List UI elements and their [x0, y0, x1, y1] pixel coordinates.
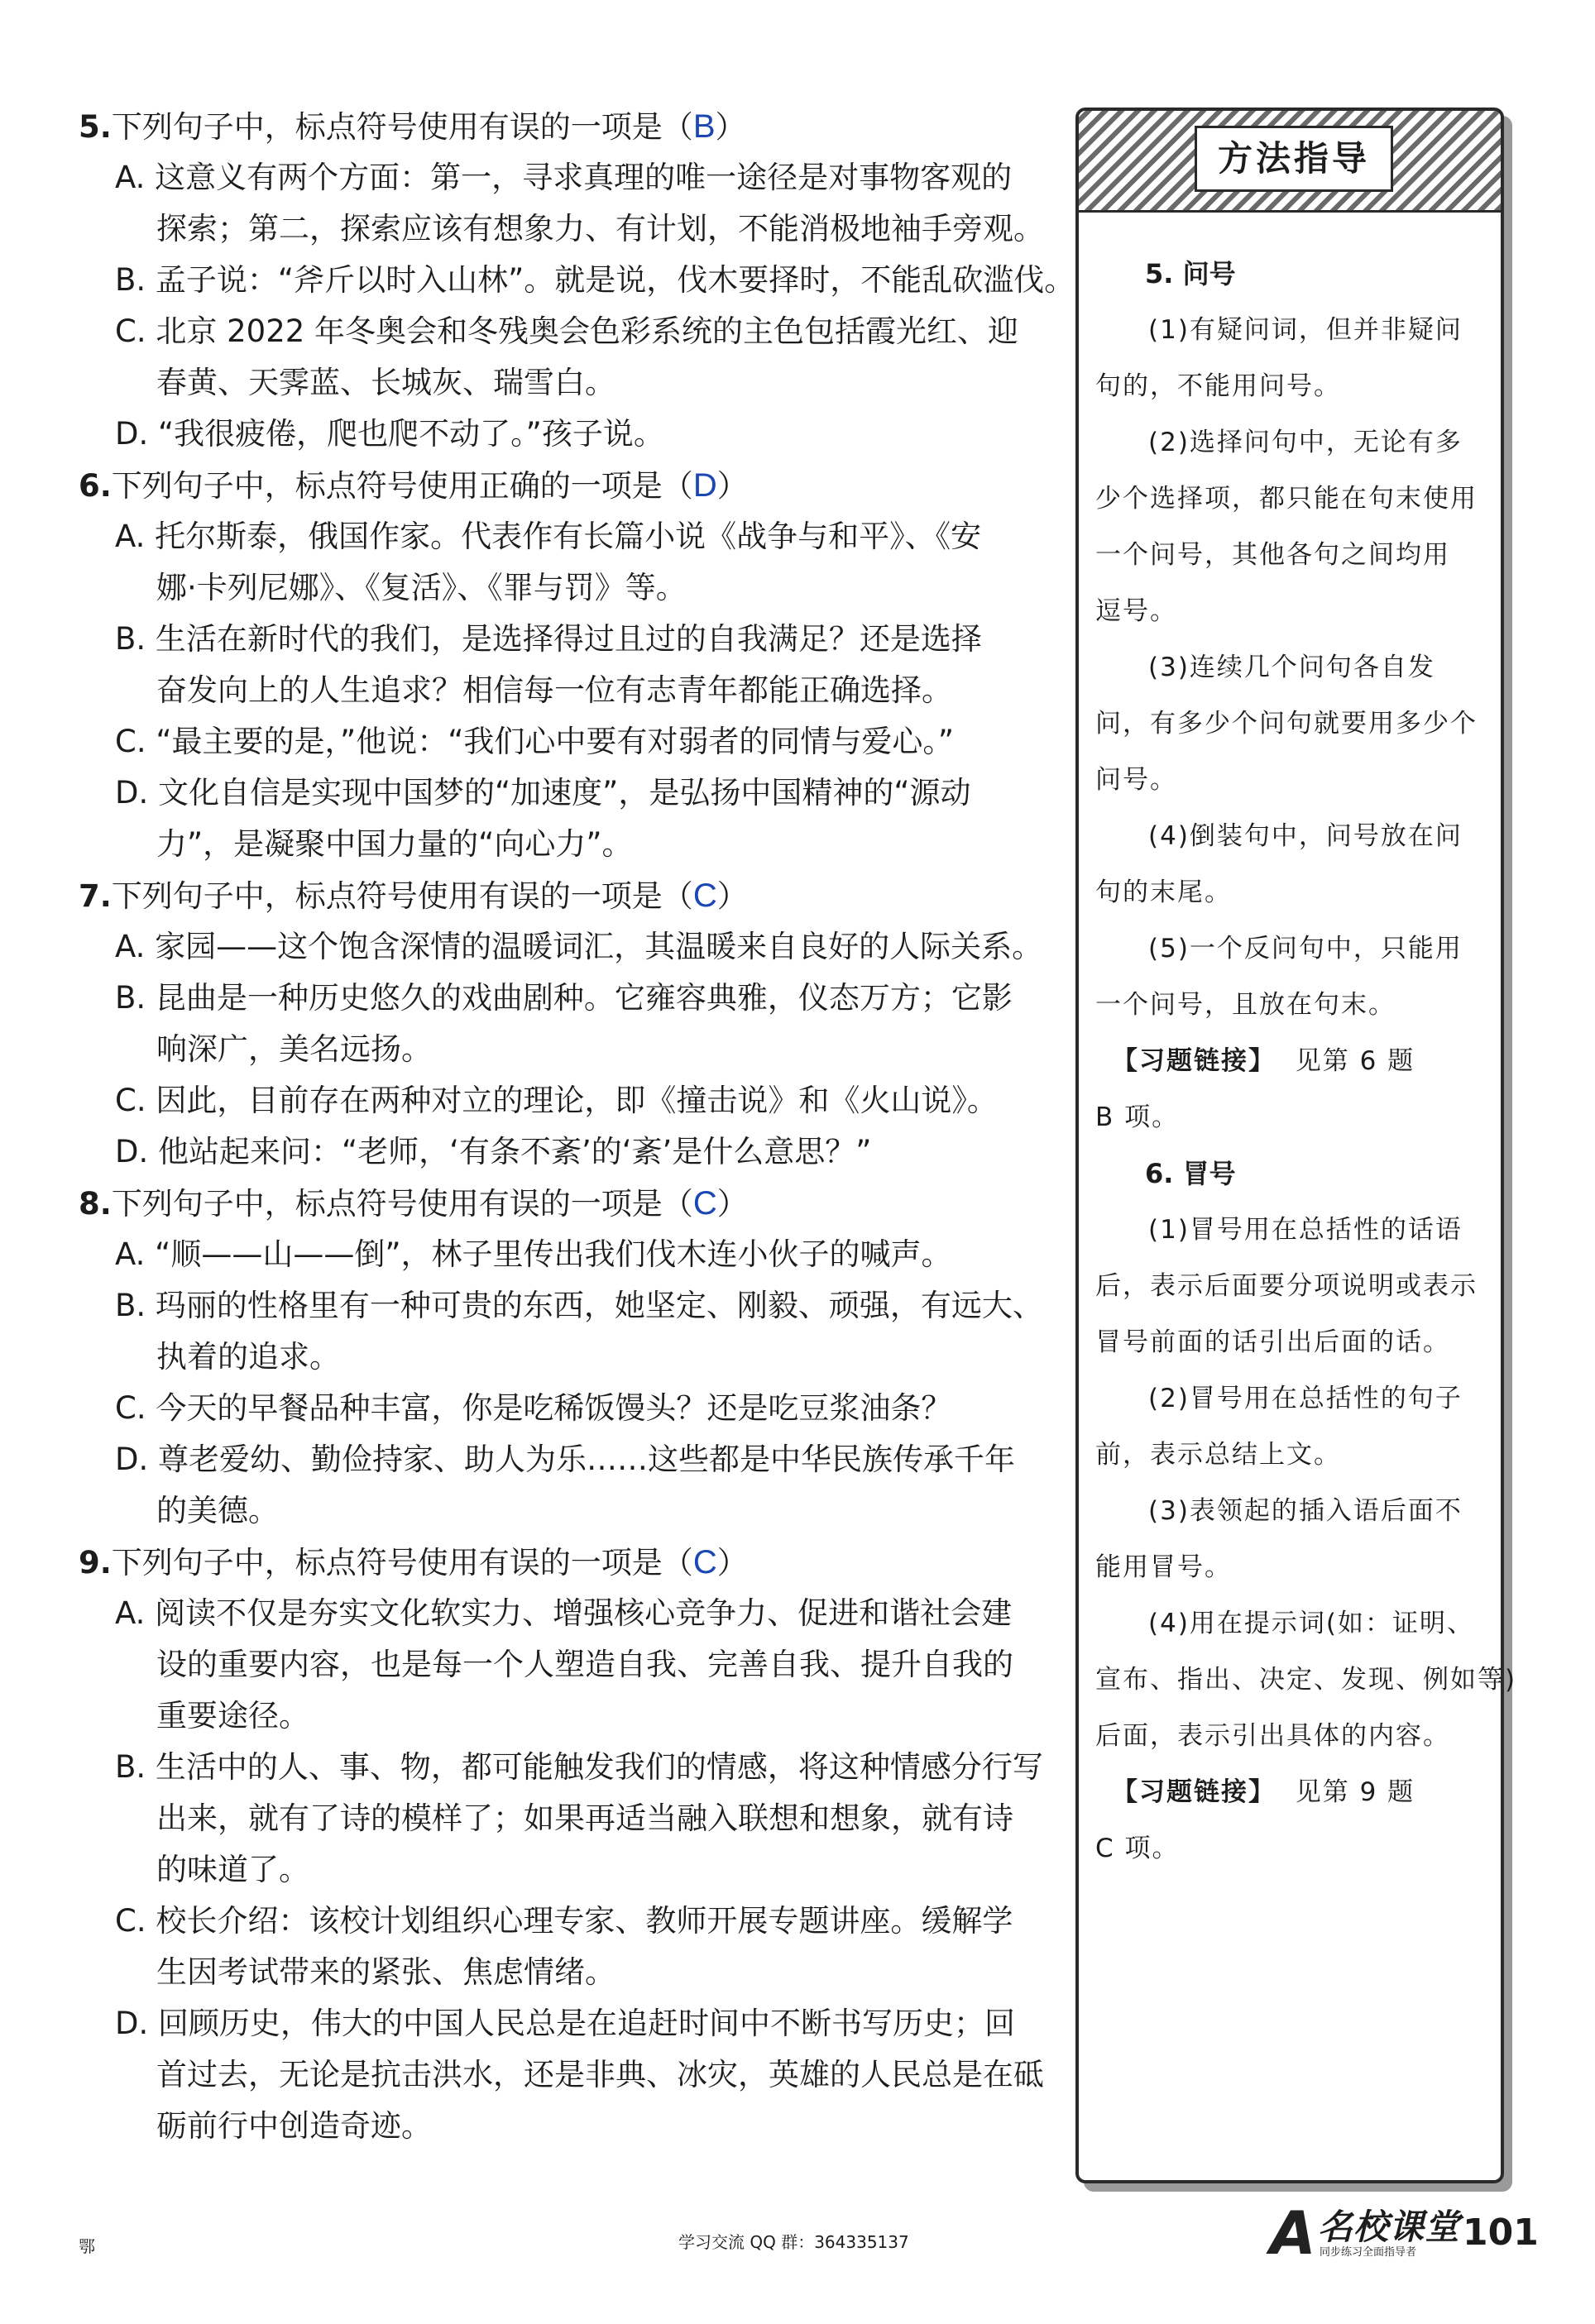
option-line: 的味道了。 [156, 1852, 309, 1887]
exercise-link-continuation: C 项。 [1095, 1834, 1180, 1863]
question-number: 5. [79, 109, 112, 145]
question-text: 下列句子中，标点符号使用有误的一项是（ [111, 1186, 693, 1222]
option-line: B. 孟子说：“斧斤以时入山林”。就是说，伐木要择时，不能乱砍滥伐。 [115, 262, 1075, 298]
option [79, 152, 1059, 255]
option-line: 的美德。 [156, 1493, 279, 1528]
sidebar-title: 方法指导 [1195, 126, 1393, 192]
option-line: A. “顺——山——倒”，林子里传出我们伐木连小伙子的喊声。 [115, 1236, 952, 1272]
question-stem [79, 460, 1059, 511]
exercise-link-text: 见第 9 题 [1295, 1777, 1415, 1807]
option-line: D. 尊老爱幼、勤俭持家、助人为乐……这些都是中华民族传承千年 [115, 1442, 1016, 1477]
question-column [79, 101, 1075, 2152]
option-line: B. 生活在新时代的我们，是选择得过且过的自我满足？还是选择 [115, 621, 982, 657]
question-stem [79, 101, 1059, 152]
option-line: A. 阅读不仅是夯实文化软实力、增强核心竞争力、促进和谐社会建 [115, 1595, 1013, 1631]
exercise-link-label: 【习题链接】 [1112, 1777, 1276, 1807]
option-line: C. 校长介绍：该校计划组织心理专家、教师开展专题讲座。缓解学 [115, 1903, 1013, 1939]
option [79, 973, 1059, 1075]
question-stem [79, 1178, 1059, 1229]
option-line: C. “最主要的是，”他说：“我们心中要有对弱者的同情与爱心。” [115, 724, 955, 759]
option-line: 探索；第二，探索应该有想象力、有计划，不能消极地袖手旁观。 [156, 211, 1044, 246]
question-text: 下列句子中，标点符号使用正确的一项是（ [111, 468, 693, 504]
question-stem [79, 1537, 1059, 1588]
exercise-link-label: 【习题链接】 [1112, 1046, 1276, 1076]
question-text-end: ） [715, 109, 746, 145]
question [79, 1178, 1059, 1537]
option [79, 1229, 1059, 1280]
answer-letter: C [692, 1544, 717, 1580]
guide-line: (2)选择问句中，无论有多 [1148, 428, 1463, 457]
answer-letter: D [692, 467, 717, 504]
sidebar-body [1079, 213, 1517, 1877]
guide-line: 逗号。 [1095, 596, 1177, 626]
guide-line: 前，表示总结上文。 [1095, 1440, 1341, 1470]
option-line: 春黄、天霁蓝、长城灰、瑞雪白。 [156, 365, 615, 400]
option-line: 娜·卡列尼娜》、《复活》、《罪与罚》等。 [156, 570, 687, 605]
answer-letter: C [692, 877, 717, 914]
option-line: 设的重要内容，也是每一个人塑造自我、完善自我、提升自我的 [156, 1647, 1013, 1682]
question-number: 6. [79, 468, 112, 504]
question-text: 下列句子中，标点符号使用有误的一项是（ [111, 878, 693, 914]
region-mark: 鄂 [79, 2236, 95, 2256]
option-line: 奋发向上的人生追求？相信每一位有志青年都能正确选择。 [156, 672, 952, 708]
guide-line: 后，表示后面要分项说明或表示 [1095, 1271, 1478, 1301]
option [79, 716, 1059, 767]
question-number: 8. [79, 1186, 112, 1222]
question-stem [79, 870, 1059, 921]
publisher-logo [1270, 2200, 1460, 2266]
logo-subtitle: 同步练习全面指导者 [1320, 2246, 1417, 2259]
question [79, 101, 1075, 460]
option [79, 1383, 1059, 1434]
answer-letter: C [692, 1185, 717, 1222]
question [79, 460, 1059, 870]
option-line: C. 因此，目前存在两种对立的理论，即《撞击说》和《火山说》。 [115, 1083, 998, 1118]
option [79, 614, 1059, 716]
option-line: C. 今天的早餐品种丰富，你是吃稀饭馒头？还是吃豆浆油条？ [115, 1390, 952, 1426]
option-line: B. 生活中的人、事、物，都可能触发我们的情感，将这种情感分行写 [115, 1749, 1043, 1785]
option [79, 306, 1059, 409]
question-text-end: ） [716, 878, 748, 914]
option-line: 出来，就有了诗的模样了；如果再适当融入联想和想象，就有诗 [156, 1800, 1013, 1836]
option-line: D. 他站起来问：“老师，‘有条不紊’的‘紊’是什么意思？” [115, 1134, 872, 1169]
answer-letter: B [692, 108, 716, 145]
option [79, 767, 1059, 870]
option-line: 砺前行中创造奇迹。 [156, 2108, 432, 2144]
option-line: C. 北京 2022 年冬奥会和冬残奥会色彩系统的主色包括霞光红、迎 [115, 313, 1019, 349]
option-line: A. 托尔斯泰，俄国作家。代表作有长篇小说《战争与和平》、《安 [115, 519, 982, 554]
question-text: 下列句子中，标点符号使用有误的一项是（ [111, 1545, 693, 1580]
guide-line: (1)有疑问词，但并非疑问 [1148, 315, 1463, 345]
option-line: D. “我很疲倦，爬也爬不动了。”孩子说。 [115, 416, 664, 452]
guide-line: (3)连续几个问句各自发 [1148, 653, 1435, 682]
option-line: D. 文化自信是实现中国梦的“加速度”，是弘扬中国精神的“源动 [115, 775, 971, 811]
option-line: 首过去，无论是抗击洪水，还是非典、冰灾，英雄的人民总是在砥 [156, 2057, 1044, 2092]
option [79, 255, 1075, 306]
sidebar-header [1079, 111, 1501, 213]
option-line: D. 回顾历史，伟大的中国人民总是在追赶时间中不断书写历史；回 [115, 2006, 1016, 2041]
question-text-end: ） [716, 1545, 748, 1580]
question [79, 870, 1059, 1178]
question-text-end: ） [716, 1186, 748, 1222]
option [79, 1434, 1059, 1537]
option-line: 响深广，美名远扬。 [156, 1031, 432, 1067]
option-line: 生因考试带来的紧张、焦虑情绪。 [156, 1954, 615, 1990]
option [79, 1280, 1059, 1383]
option [79, 409, 1059, 460]
exercise-link [1095, 1033, 1481, 1089]
method-guide-sidebar [1075, 108, 1517, 2183]
option-line: 执着的追求。 [156, 1339, 340, 1375]
option-line: 力”，是凝聚中国力量的“向心力”。 [156, 826, 633, 862]
exercise-link-continuation: B 项。 [1095, 1102, 1180, 1132]
qq-group-text: 学习交流 QQ 群：364335137 [678, 2232, 909, 2252]
guide-line: (4)倒装句中，问号放在问 [1148, 821, 1463, 851]
option [79, 511, 1059, 614]
section-title: 6. 冒号 [1145, 1158, 1236, 1189]
option [79, 1742, 1059, 1896]
logo-letter: A [1270, 2198, 1316, 2268]
guide-line: 宣布、指出、决定、发现、例如等) [1095, 1665, 1517, 1695]
option-line: A. 这意义有两个方面：第一，寻求真理的唯一途径是对事物客观的 [115, 160, 1013, 195]
question-number: 7. [79, 878, 112, 914]
option-line: A. 家园——这个饱含深情的温暖词汇，其温暖来自良好的人际关系。 [115, 929, 1043, 964]
option-line: B. 昆曲是一种历史悠久的戏曲剧种。它雍容典雅，仪态万方；它影 [115, 980, 1013, 1016]
guide-line: 问号。 [1095, 765, 1177, 795]
guide-line: 少个选择项，都只能在句末使用 [1095, 484, 1478, 514]
exercise-link [1095, 1764, 1481, 1820]
page-number: 101 [1463, 2212, 1539, 2254]
guide-line: 一个问号，其他各句之间均用 [1095, 540, 1450, 570]
option-line: B. 玛丽的性格里有一种可贵的东西，她坚定、刚毅、顽强，有远大、 [115, 1288, 1043, 1323]
guide-line: (3)表领起的插入语后面不 [1148, 1496, 1463, 1526]
question [79, 1537, 1059, 2152]
guide-line: 句的末尾。 [1095, 877, 1232, 907]
option [79, 1896, 1059, 1998]
option [79, 1126, 1059, 1178]
question-number: 9. [79, 1545, 112, 1580]
guide-line: 一个问号，且放在句末。 [1095, 990, 1396, 1020]
question-text-end: ） [716, 468, 748, 504]
option [79, 1588, 1059, 1742]
section-title: 5. 问号 [1145, 258, 1236, 289]
question-text: 下列句子中，标点符号使用有误的一项是（ [111, 109, 693, 145]
guide-line: (5)一个反问句中，只能用 [1148, 934, 1463, 964]
guide-line: (2)冒号用在总括性的句子 [1148, 1384, 1463, 1413]
exercise-link-text: 见第 6 题 [1295, 1046, 1415, 1076]
logo-brand: 名校课堂 [1318, 2207, 1461, 2247]
option-line: 重要途径。 [156, 1698, 309, 1733]
guide-line: (1)冒号用在总括性的话语 [1148, 1215, 1463, 1245]
guide-line: 后面，表示引出具体的内容。 [1095, 1721, 1450, 1751]
guide-line: 冒号前面的话引出后面的话。 [1095, 1327, 1450, 1357]
option [79, 921, 1059, 973]
guide-line: (4)用在提示词(如：证明、 [1148, 1609, 1475, 1638]
option [79, 1998, 1059, 2152]
guide-line: 句的，不能用问号。 [1095, 371, 1341, 401]
option [79, 1075, 1059, 1126]
guide-line: 能用冒号。 [1095, 1552, 1232, 1582]
guide-line: 问，有多少个问句就要用多少个 [1095, 709, 1478, 739]
